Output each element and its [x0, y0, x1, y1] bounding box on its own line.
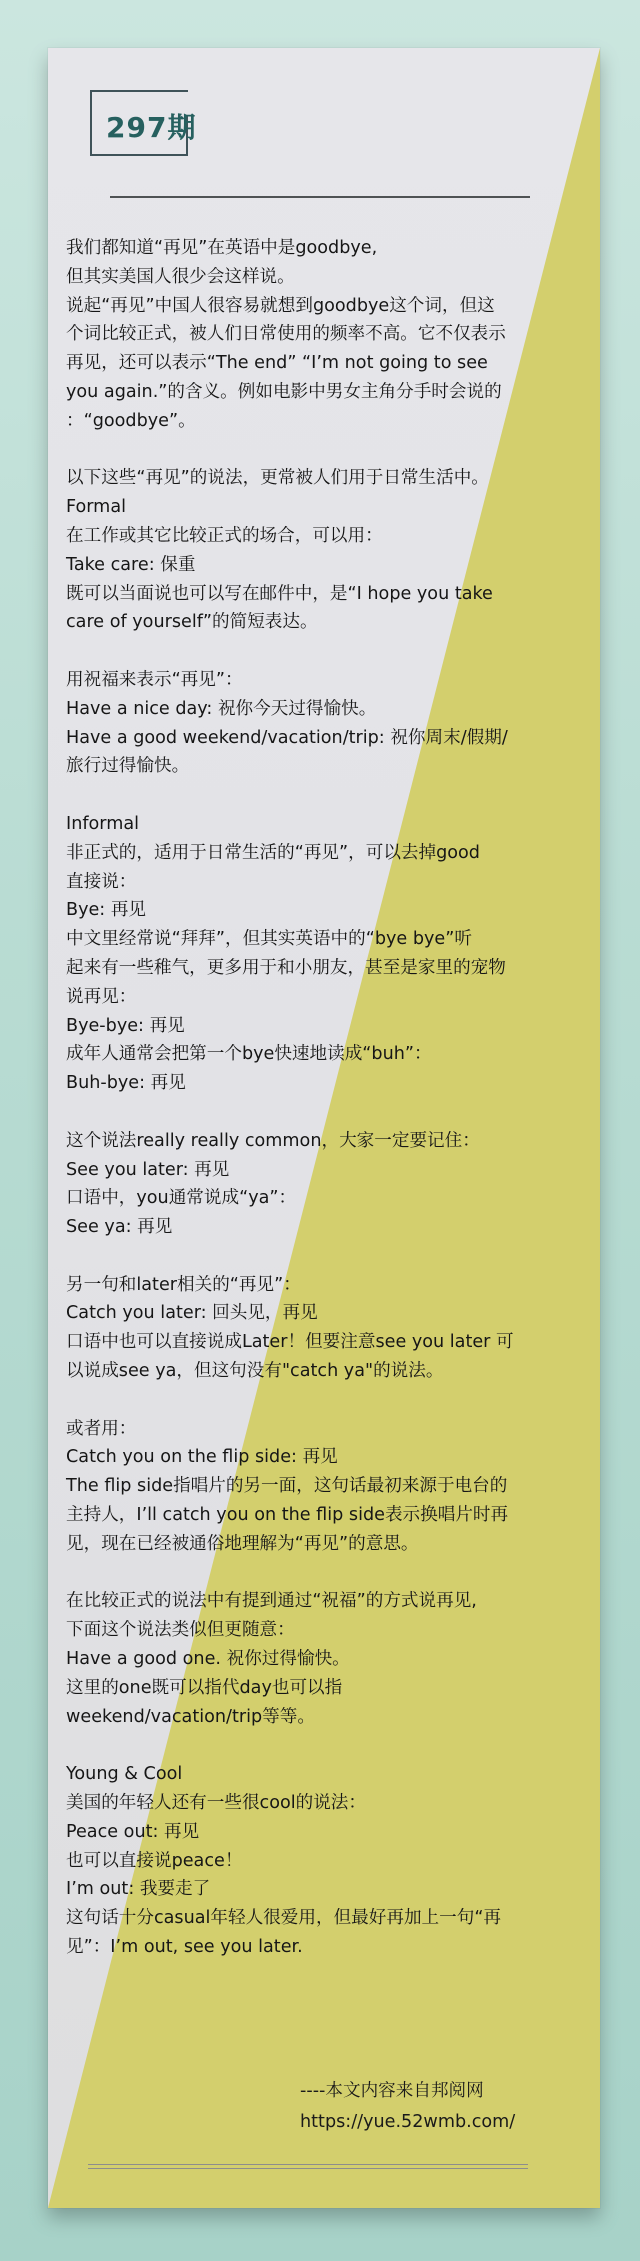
- article-line: 中文里经常说“拜拜”，但其实英语中的“bye bye”听: [66, 929, 472, 950]
- paragraph-spacer: [66, 1731, 591, 1760]
- article-line: 主持人，I’ll catch you on the flip side表示换唱片时再: [66, 1505, 509, 1526]
- article-line: 在工作或其它比较正式的场合，可以用：: [66, 525, 383, 546]
- article-line: See you later: 再见: [66, 1159, 230, 1180]
- article-line: Peace out: 再见: [66, 1821, 200, 1842]
- article-line: Informal: [66, 813, 140, 834]
- article-line: 以说成see ya，但这句没有"catch ya"的说法。: [66, 1361, 444, 1382]
- article-line: 口语中，you通常说成“ya”：: [66, 1188, 297, 1209]
- source-url: https://yue.52wmb.com/: [300, 2112, 516, 2132]
- article-line: 我们都知道“再见”在英语中是goodbye,: [66, 238, 378, 258]
- article-line: 见”：I’m out, see you later.: [66, 1937, 303, 1958]
- article-line: Buh-bye: 再见: [66, 1073, 186, 1094]
- article-line: 见，现在已经被通俗地理解为“再见”的意思。: [66, 1533, 419, 1554]
- article-line: 这里的one既可以指代day也可以指: [66, 1677, 343, 1698]
- article-line: Catch you on the flip side: 再见: [66, 1447, 338, 1468]
- article-line: 也可以直接说peace！: [66, 1850, 243, 1871]
- article-line: Young & Cool: [66, 1764, 183, 1785]
- article-line: 美国的年轻人还有一些很cool的说法：: [66, 1793, 366, 1814]
- paragraph-spacer: [66, 781, 591, 810]
- article-line: 口语中也可以直接说成Later！但要注意see you later 可: [66, 1332, 514, 1353]
- article-line: 以下这些“再见”的说法，更常被人们用于日常生活中。: [66, 468, 489, 489]
- article-line: 下面这个说法类似但更随意：: [66, 1620, 295, 1641]
- article-line: Bye-bye: 再见: [66, 1015, 185, 1036]
- paragraph-spacer: [66, 637, 591, 666]
- article-line: 说再见：: [66, 986, 137, 1007]
- article-line: I’m out: 我要走了: [66, 1879, 211, 1900]
- article-line: 起来有一些稚气，更多用于和小朋友，甚至是家里的宠物: [66, 957, 506, 978]
- article-line: 用祝福来表示“再见”：: [66, 669, 243, 690]
- article-line: The flip side指唱片的另一面，这句话最初来源于电台的: [66, 1476, 508, 1497]
- source-credit: [300, 2076, 515, 2138]
- article-line: Catch you later: 回头见，再见: [66, 1303, 318, 1324]
- article-line: care of yourself”的简短表达。: [66, 612, 318, 633]
- footer-divider: [88, 2164, 528, 2169]
- paragraph-spacer: [66, 1386, 591, 1415]
- article-line: Have a nice day: 祝你今天过得愉快。: [66, 698, 377, 719]
- article-line: 非正式的，适用于日常生活的“再见”，可以去掉good: [66, 842, 480, 863]
- article-line: weekend/vacation/trip等等。: [66, 1706, 315, 1727]
- article-line: Have a good weekend/vacation/trip: 祝你周末/假期/: [66, 727, 508, 748]
- article-line: Take care: 保重: [66, 554, 196, 575]
- article-card: [48, 48, 600, 2208]
- article-line: 说起“再见”中国人很容易就想到goodbye这个词，但这: [66, 295, 495, 316]
- article-line: 再见，还可以表示“The end” “I’m not going to see: [66, 353, 488, 374]
- paragraph-spacer: [66, 1559, 591, 1588]
- article-line: Bye: 再见: [66, 900, 147, 921]
- article-line: 这句话十分casual年轻人很爱用，但最好再加上一句“再: [66, 1908, 502, 1929]
- article-line: 另一句和later相关的“再见”：: [66, 1274, 301, 1295]
- article-line: 或者用：: [66, 1418, 137, 1439]
- article-line: See ya: 再见: [66, 1217, 173, 1238]
- issue-number: 297期: [106, 111, 197, 144]
- article-line: you again.”的含义。例如电影中男女主角分手时会说的: [66, 381, 502, 402]
- article-line: 既可以当面说也可以写在邮件中，是“I hope you take: [66, 583, 493, 604]
- article-line: Have a good one. 祝你过得愉快。: [66, 1649, 350, 1670]
- article-line: Formal: [66, 497, 126, 518]
- article-line: 但其实美国人很少会这样说。: [66, 266, 295, 287]
- paragraph-spacer: [66, 436, 591, 465]
- source-text: ----本文内容来自邦阅网: [300, 2081, 484, 2101]
- paragraph-spacer: [66, 1098, 591, 1127]
- article-line: 成年人通常会把第一个bye快速地读成“buh”：: [66, 1044, 432, 1065]
- article-line: 旅行过得愉快。: [66, 756, 190, 777]
- paragraph-spacer: [66, 1242, 591, 1271]
- article-line: 个词比较正式，被人们日常使用的频率不高。它不仅表示: [66, 324, 506, 345]
- article-body: [66, 234, 591, 1962]
- article-line: ：“goodbye”。: [66, 410, 196, 431]
- article-line: 直接说：: [66, 871, 137, 892]
- article-line: 这个说法really really common，大家一定要记住：: [66, 1130, 480, 1151]
- header-divider: [110, 196, 530, 198]
- article-line: 在比较正式的说法中有提到通过“祝福”的方式说再见,: [66, 1591, 477, 1612]
